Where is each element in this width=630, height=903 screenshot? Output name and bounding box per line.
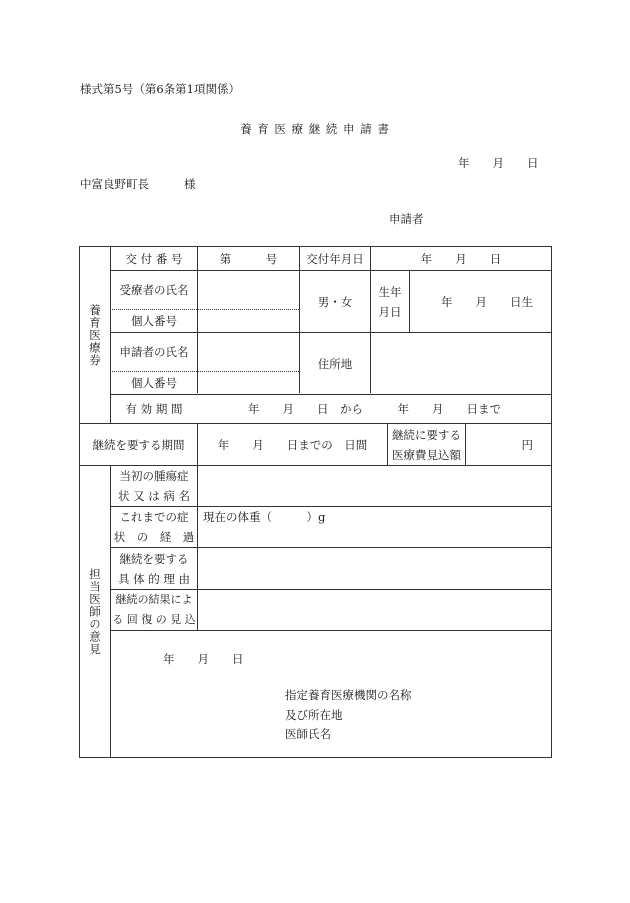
form-number: 様式第5号（第6条第1項関係） [80,82,240,96]
institution-address-label: 及び所在地 [285,708,343,722]
addressee-honorific: 様 [184,177,196,191]
birth-label-line1: 生年 [378,284,402,299]
applicant-id-field[interactable] [198,372,299,394]
continuation-period-label: 継続を要する期間 [92,437,185,452]
table-border-right [551,246,552,758]
applicant-name-label: 申請者の氏名 [119,345,189,359]
validity-label: 有 効 期 間 [125,402,183,416]
reason-label-line1: 継続を要する [119,551,189,566]
patient-id-field[interactable] [198,310,299,332]
progress-label [111,507,197,547]
birth-label-line2: 月日 [378,304,402,319]
patient-id-label: 個人番号 [131,314,177,328]
recovery-outlook-field[interactable] [198,590,551,630]
initial-label-line1: 当初の腫瘍症 [119,469,189,483]
birth-date-label [371,271,409,332]
initial-diagnosis-label [111,466,197,506]
recovery-outlook-label [111,590,197,630]
institution-label: 指定養育医療機関の名称 [285,688,412,702]
cost-label-line1: 継続に要する [392,427,461,442]
issue-date-field[interactable]: 年 月 日 [420,251,502,266]
table-border-bottom [79,757,551,758]
page-title: 養 育 医 療 継 続 申 請 書 [240,122,390,136]
doctor-sign-date[interactable]: 年 月 日 [163,652,244,666]
cost-estimate-label [388,424,465,465]
application-date[interactable]: 年 月 日 [458,156,539,170]
reason-label-line2: 具 体 的 理 由 [117,571,191,586]
cost-label-line2: 医療費見込額 [392,447,461,462]
birth-date-field[interactable]: 年 月 日生 [441,294,533,309]
outlook-label-line2: る 回 復 の 見 込 [112,613,196,626]
addressee: 中富良野町長 [80,177,149,191]
patient-name-label: 受療者の氏名 [119,283,189,297]
doctor-name-label: 医師氏名 [285,727,331,741]
progress-label-line2: 状 の 経 過 [113,530,195,544]
gender-field[interactable]: 男・女 [317,294,353,309]
address-field[interactable] [371,333,551,394]
doctor-section-label: 担当医師の意見 [88,567,102,656]
certificate-section-label: 養育医療券 [88,303,102,367]
initial-diagnosis-field[interactable] [198,466,551,506]
reason-label [111,548,197,589]
row-line [110,630,551,631]
continuation-period-field[interactable]: 年 月 日までの 日間 [217,437,368,452]
initial-label-line2: 状 又 は 病 名 [117,489,191,503]
applicant-name-field[interactable] [198,333,299,371]
validity-field[interactable]: 年 月 日 から 年 月 日まで [248,402,501,416]
issue-date-label: 交付年月日 [306,251,364,266]
address-label: 住所地 [317,356,353,371]
applicant-id-label: 個人番号 [131,376,177,390]
patient-name-field[interactable] [198,271,299,309]
outlook-label-line1: 継続の結果によ [115,593,193,606]
reason-field[interactable] [198,548,551,589]
issue-number-label: 交 付 番 号 [125,251,183,266]
applicant-label: 申請者 [389,212,424,226]
current-weight-field[interactable]: 現在の体重（ ）g [203,510,326,524]
cost-estimate-field[interactable]: 円 [521,437,533,452]
issue-number-field[interactable]: 第 号 [219,251,278,266]
progress-label-line1: これまでの症 [119,510,189,524]
